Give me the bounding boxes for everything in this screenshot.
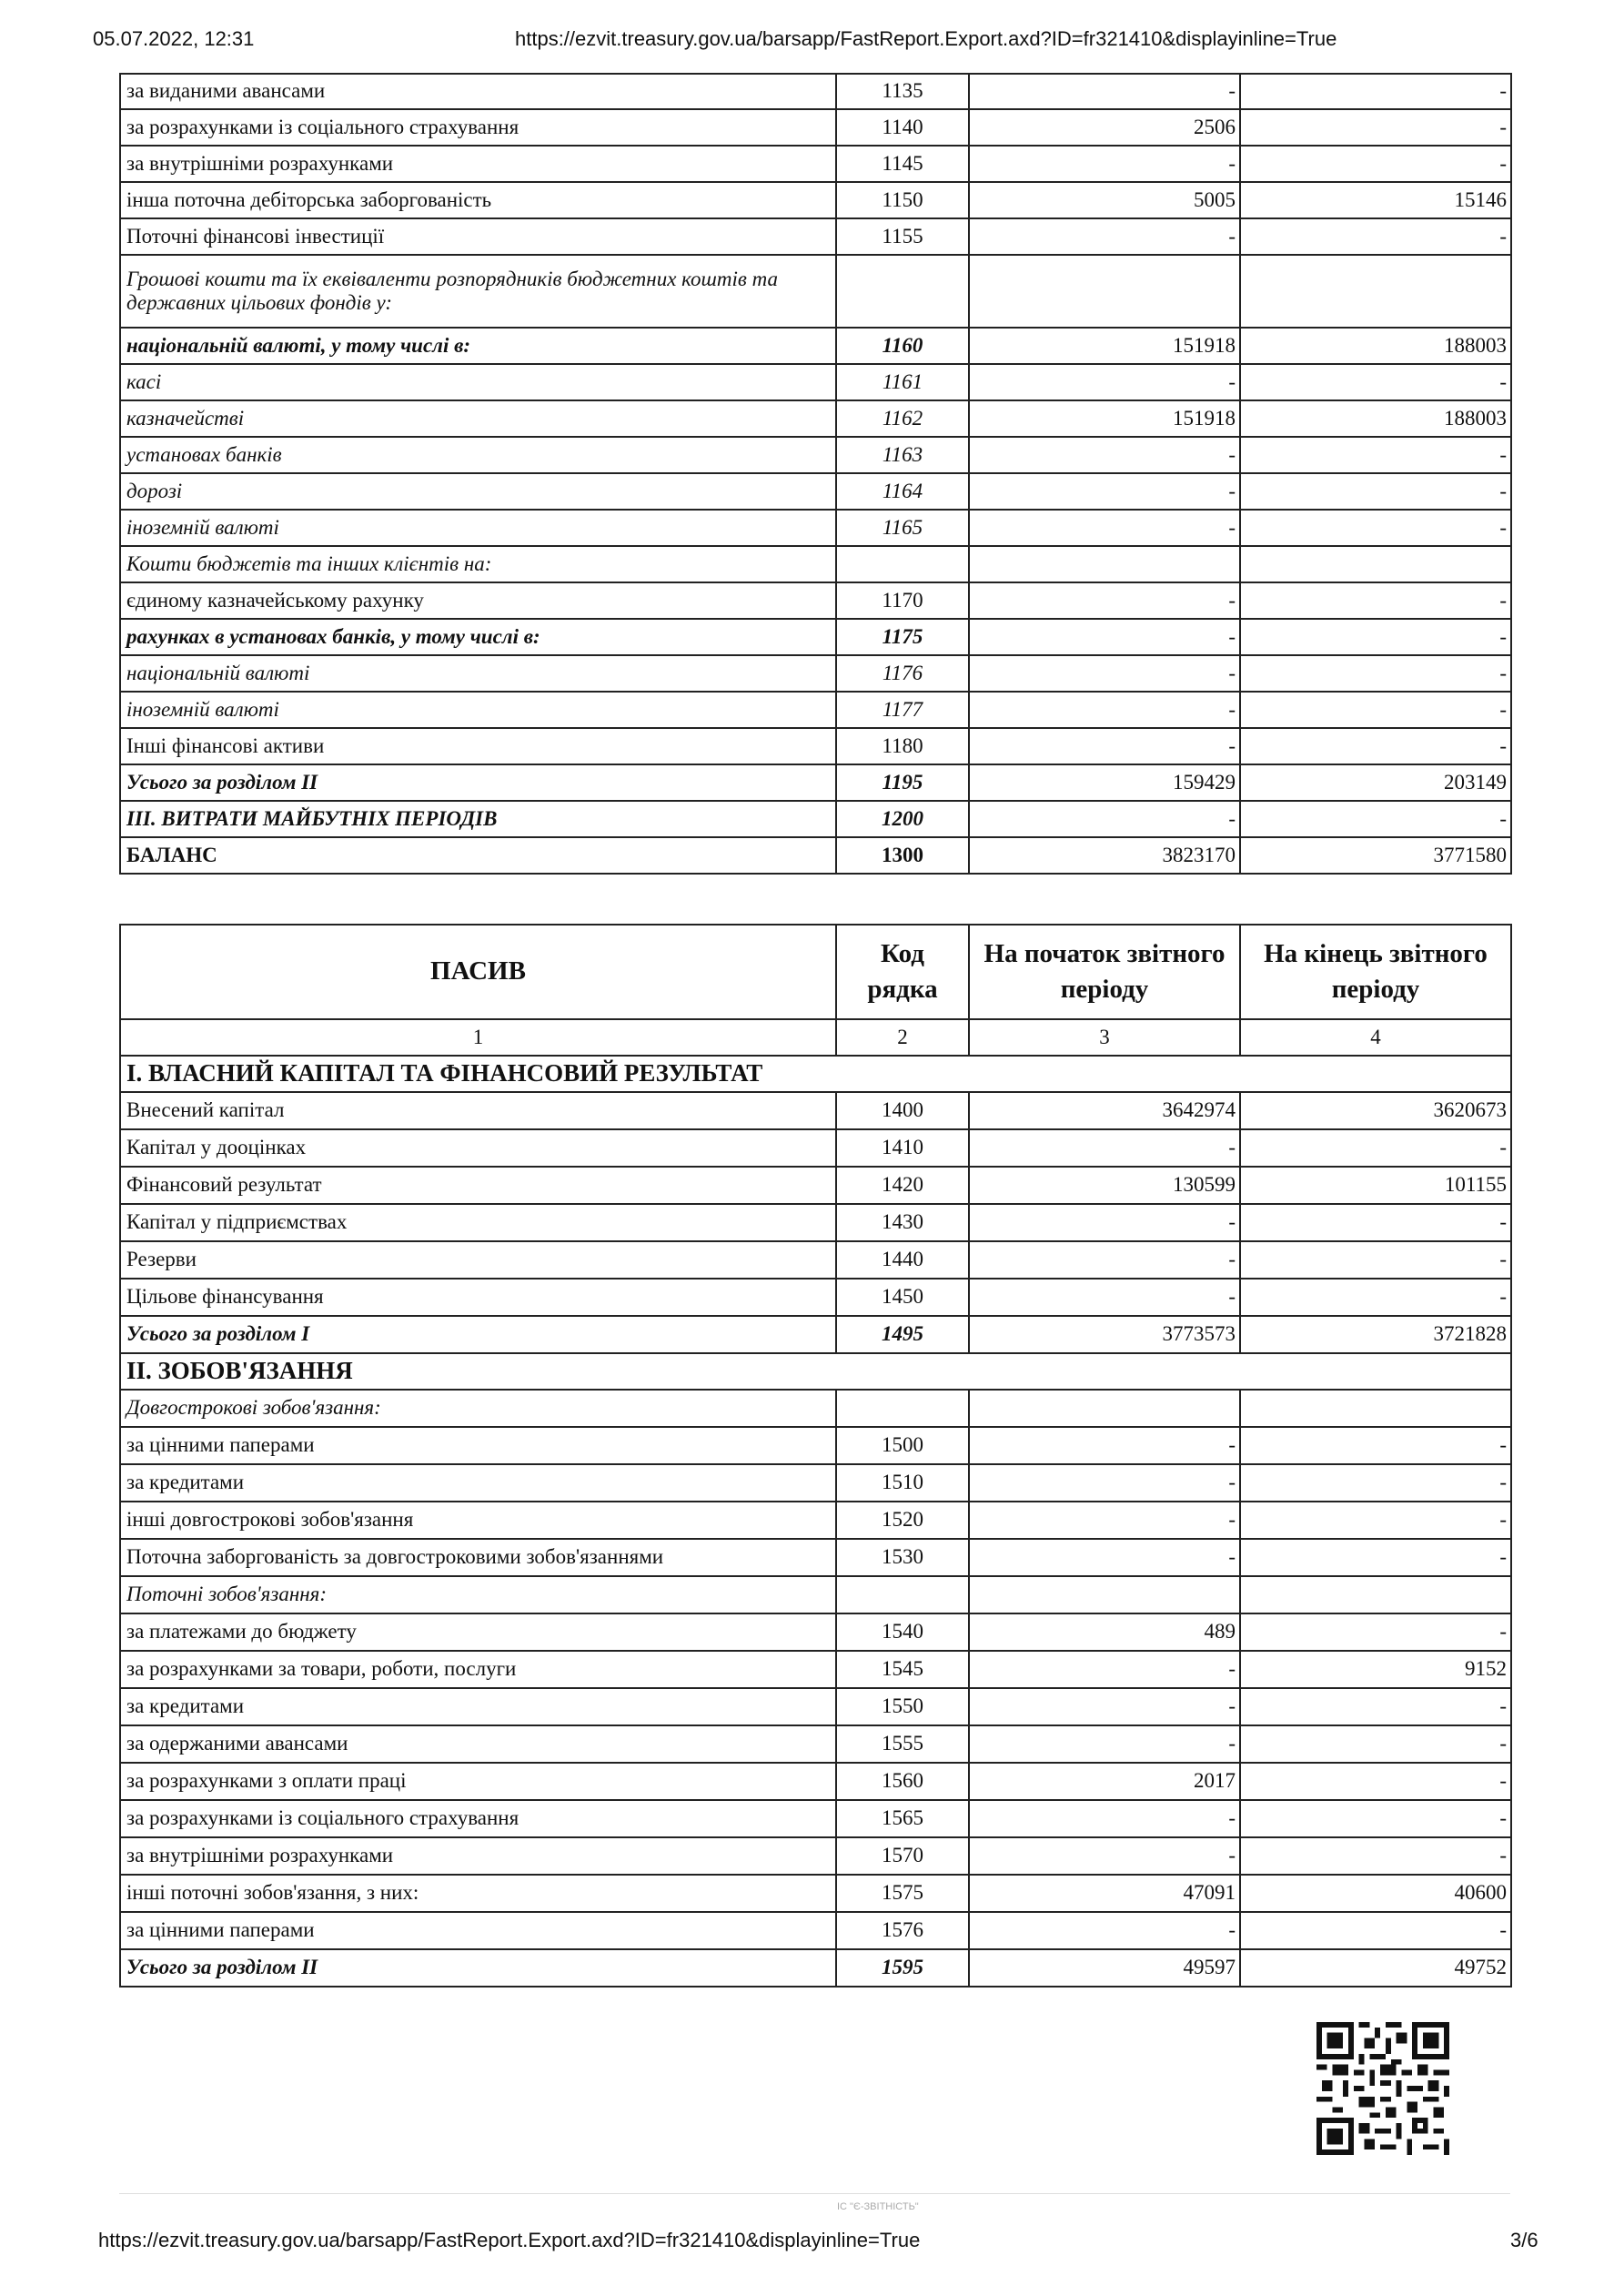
table-row xyxy=(120,655,1511,692)
row-begin-value: 151918 xyxy=(969,328,1240,364)
row-end-value: - xyxy=(1240,801,1511,837)
row-begin-value: 5005 xyxy=(969,182,1240,218)
row-begin-value: - xyxy=(969,510,1240,546)
row-begin-value: - xyxy=(969,1912,1240,1949)
table-row xyxy=(120,328,1511,364)
row-label: інші довгострокові зобов'язання xyxy=(120,1502,836,1539)
row-code: 1450 xyxy=(836,1279,969,1316)
qr-code-icon xyxy=(1316,2022,1449,2155)
row-begin-value: - xyxy=(969,1279,1240,1316)
row-begin-value: - xyxy=(969,1725,1240,1763)
row-label: Поточні фінансові інвестиції xyxy=(120,218,836,255)
row-end-value: - xyxy=(1240,1539,1511,1576)
row-code: 1161 xyxy=(836,364,969,400)
row-end-value: - xyxy=(1240,1912,1511,1949)
row-code: 1155 xyxy=(836,218,969,255)
row-begin-value: 2017 xyxy=(969,1763,1240,1800)
row-code: 1420 xyxy=(836,1167,969,1204)
table-row xyxy=(120,1279,1511,1316)
row-end-value: - xyxy=(1240,692,1511,728)
table-row xyxy=(120,1688,1511,1725)
row-label: за розрахунками із соціального страхування xyxy=(120,1800,836,1837)
row-end-value xyxy=(1240,1576,1511,1613)
row-label: Інші фінансові активи xyxy=(120,728,836,764)
row-code: 1195 xyxy=(836,764,969,801)
table-row xyxy=(120,1912,1511,1949)
row-end-value: 3771580 xyxy=(1240,837,1511,874)
row-code: 1140 xyxy=(836,109,969,146)
table-row xyxy=(120,619,1511,655)
row-begin-value: 489 xyxy=(969,1613,1240,1651)
row-begin-value: - xyxy=(969,364,1240,400)
row-label: Капітал у дооцінках xyxy=(120,1129,836,1167)
row-label: Поточні зобов'язання: xyxy=(120,1576,836,1613)
row-label: Усього за розділом II xyxy=(120,1949,836,1987)
row-begin-value: - xyxy=(969,692,1240,728)
section-title: II. ЗОБОВ'ЯЗАННЯ xyxy=(120,1353,1511,1390)
row-end-value: 188003 xyxy=(1240,400,1511,437)
row-code: 1160 xyxy=(836,328,969,364)
table-row xyxy=(120,109,1511,146)
table-row xyxy=(120,74,1511,109)
row-begin-value: - xyxy=(969,218,1240,255)
row-label: за цінними паперами xyxy=(120,1912,836,1949)
row-end-value xyxy=(1240,1390,1511,1427)
row-begin-value: 159429 xyxy=(969,764,1240,801)
row-code: 1495 xyxy=(836,1316,969,1353)
row-begin-value: - xyxy=(969,728,1240,764)
row-label: дорозі xyxy=(120,473,836,510)
row-end-value: - xyxy=(1240,146,1511,182)
row-code: 1545 xyxy=(836,1651,969,1688)
row-label: національній валюті, у тому числі в: xyxy=(120,328,836,364)
section-title: I. ВЛАСНИЙ КАПІТАЛ ТА ФІНАНСОВИЙ РЕЗУЛЬТАТ xyxy=(120,1056,1511,1092)
row-end-value: - xyxy=(1240,1204,1511,1241)
row-label: іноземній валюті xyxy=(120,692,836,728)
row-end-value: - xyxy=(1240,1427,1511,1464)
row-begin-value: - xyxy=(969,473,1240,510)
row-end-value: 203149 xyxy=(1240,764,1511,801)
row-code: 1410 xyxy=(836,1129,969,1167)
table-row xyxy=(120,437,1511,473)
row-code: 1177 xyxy=(836,692,969,728)
row-begin-value: - xyxy=(969,1800,1240,1837)
row-label: казначействі xyxy=(120,400,836,437)
row-begin-value: 47091 xyxy=(969,1875,1240,1912)
table-row xyxy=(120,801,1511,837)
table-row xyxy=(120,1129,1511,1167)
row-code: 1575 xyxy=(836,1875,969,1912)
row-code: 1163 xyxy=(836,437,969,473)
table-row xyxy=(120,218,1511,255)
row-code: 1520 xyxy=(836,1502,969,1539)
table-row xyxy=(120,510,1511,546)
row-label: Резерви xyxy=(120,1241,836,1279)
row-label: Кошти бюджетів та інших клієнтів на: xyxy=(120,546,836,582)
table-row xyxy=(120,1539,1511,1576)
row-label: установах банків xyxy=(120,437,836,473)
row-label: за внутрішніми розрахунками xyxy=(120,1837,836,1875)
row-label: рахунках в установах банків, у тому числі в: xyxy=(120,619,836,655)
table-row xyxy=(120,692,1511,728)
table-row xyxy=(120,764,1511,801)
table-row xyxy=(120,728,1511,764)
row-begin-value: 3823170 xyxy=(969,837,1240,874)
table-row xyxy=(120,473,1511,510)
row-begin-value: 151918 xyxy=(969,400,1240,437)
row-begin-value: - xyxy=(969,1427,1240,1464)
row-code: 1555 xyxy=(836,1725,969,1763)
header-passive: ПАСИВ xyxy=(120,925,836,1019)
row-label: за одержаними авансами xyxy=(120,1725,836,1763)
row-label: касі xyxy=(120,364,836,400)
column-numbers-row xyxy=(120,1019,1511,1056)
table-row xyxy=(120,1763,1511,1800)
header-begin: На початок звітного періоду xyxy=(969,925,1240,1019)
row-label: за кредитами xyxy=(120,1464,836,1502)
row-end-value: - xyxy=(1240,1464,1511,1502)
row-end-value: 49752 xyxy=(1240,1949,1511,1987)
liabilities-table xyxy=(119,924,1512,1988)
row-end-value: - xyxy=(1240,619,1511,655)
row-code: 1176 xyxy=(836,655,969,692)
row-label: інша поточна дебіторська заборгованість xyxy=(120,182,836,218)
table-row xyxy=(120,1316,1511,1353)
footer-url: https://ezvit.treasury.gov.ua/barsapp/FastReport.Export.axd?ID=fr321410&displayinline=True xyxy=(98,2229,921,2251)
row-label: Усього за розділом II xyxy=(120,764,836,801)
row-end-value: - xyxy=(1240,74,1511,109)
header-end: На кінець звітного періоду xyxy=(1240,925,1511,1019)
row-code xyxy=(836,255,969,328)
table-row xyxy=(120,146,1511,182)
row-begin-value: - xyxy=(969,1688,1240,1725)
row-end-value: - xyxy=(1240,1279,1511,1316)
row-end-value: 9152 xyxy=(1240,1651,1511,1688)
row-code: 1170 xyxy=(836,582,969,619)
row-end-value: - xyxy=(1240,218,1511,255)
table-row xyxy=(120,1725,1511,1763)
row-code: 1150 xyxy=(836,182,969,218)
row-code: 1135 xyxy=(836,74,969,109)
row-begin-value: - xyxy=(969,1204,1240,1241)
row-code: 1200 xyxy=(836,801,969,837)
row-begin-value: - xyxy=(969,801,1240,837)
row-begin-value: - xyxy=(969,1129,1240,1167)
row-end-value: - xyxy=(1240,364,1511,400)
row-end-value: 3620673 xyxy=(1240,1092,1511,1129)
table-row xyxy=(120,1427,1511,1464)
row-begin-value xyxy=(969,1576,1240,1613)
row-begin-value: - xyxy=(969,1464,1240,1502)
page-number: 3/6 xyxy=(1510,2229,1538,2251)
row-begin-value: - xyxy=(969,1539,1240,1576)
col-number-2: 2 xyxy=(836,1019,969,1056)
footer-divider xyxy=(119,2193,1510,2194)
row-label: єдиному казначейському рахунку xyxy=(120,582,836,619)
row-code: 1500 xyxy=(836,1427,969,1464)
row-code: 1430 xyxy=(836,1204,969,1241)
row-label: Капітал у підприємствах xyxy=(120,1204,836,1241)
row-code: 1550 xyxy=(836,1688,969,1725)
row-begin-value: - xyxy=(969,1241,1240,1279)
row-code xyxy=(836,1390,969,1427)
row-label: національній валюті xyxy=(120,655,836,692)
row-code: 1565 xyxy=(836,1800,969,1837)
header-code: Код рядка xyxy=(836,925,969,1019)
row-begin-value: 49597 xyxy=(969,1949,1240,1987)
row-begin-value: - xyxy=(969,437,1240,473)
row-end-value: 188003 xyxy=(1240,328,1511,364)
row-label: Поточна заборгованість за довгостроковими зобов'язаннями xyxy=(120,1539,836,1576)
row-begin-value: - xyxy=(969,1502,1240,1539)
row-code xyxy=(836,546,969,582)
row-label: за розрахунками за товари, роботи, послуги xyxy=(120,1651,836,1688)
table-row xyxy=(120,1800,1511,1837)
table-row xyxy=(120,364,1511,400)
row-end-value xyxy=(1240,255,1511,328)
row-begin-value: - xyxy=(969,1837,1240,1875)
col-number-3: 3 xyxy=(969,1019,1240,1056)
row-label: Усього за розділом I xyxy=(120,1316,836,1353)
row-code: 1595 xyxy=(836,1949,969,1987)
row-end-value: - xyxy=(1240,1613,1511,1651)
row-code: 1530 xyxy=(836,1539,969,1576)
section-row xyxy=(120,1353,1511,1390)
table-row xyxy=(120,1875,1511,1912)
row-begin-value xyxy=(969,255,1240,328)
footer-stamp: ІС "Є-ЗВІТНІСТЬ" xyxy=(837,2201,919,2212)
row-label: за кредитами xyxy=(120,1688,836,1725)
row-code: 1576 xyxy=(836,1912,969,1949)
print-url: https://ezvit.treasury.gov.ua/barsapp/FastReport.Export.axd?ID=fr321410&displayinline=True xyxy=(515,27,1337,50)
row-end-value: 3721828 xyxy=(1240,1316,1511,1353)
table-row xyxy=(120,255,1511,328)
row-begin-value: 2506 xyxy=(969,109,1240,146)
row-code: 1570 xyxy=(836,1837,969,1875)
row-begin-value: - xyxy=(969,619,1240,655)
row-label: III. ВИТРАТИ МАЙБУТНІХ ПЕРІОДІВ xyxy=(120,801,836,837)
row-code: 1162 xyxy=(836,400,969,437)
row-end-value: 40600 xyxy=(1240,1875,1511,1912)
table-row xyxy=(120,1651,1511,1688)
row-end-value: - xyxy=(1240,510,1511,546)
row-begin-value xyxy=(969,1390,1240,1427)
table-row xyxy=(120,837,1511,874)
row-code: 1510 xyxy=(836,1464,969,1502)
row-code xyxy=(836,1576,969,1613)
row-label: БАЛАНС xyxy=(120,837,836,874)
row-end-value: 101155 xyxy=(1240,1167,1511,1204)
row-begin-value: 3642974 xyxy=(969,1092,1240,1129)
row-label: за розрахунками із соціального страхування xyxy=(120,109,836,146)
table-row xyxy=(120,1092,1511,1129)
row-begin-value: - xyxy=(969,74,1240,109)
row-end-value: - xyxy=(1240,109,1511,146)
table-row xyxy=(120,1949,1511,1987)
assets-table xyxy=(119,73,1512,875)
row-label: Цільове фінансування xyxy=(120,1279,836,1316)
row-end-value: - xyxy=(1240,473,1511,510)
row-label: іноземній валюті xyxy=(120,510,836,546)
row-begin-value: - xyxy=(969,582,1240,619)
row-code: 1165 xyxy=(836,510,969,546)
table-row xyxy=(120,182,1511,218)
row-begin-value: - xyxy=(969,146,1240,182)
col-number-4: 4 xyxy=(1240,1019,1511,1056)
row-begin-value: 130599 xyxy=(969,1167,1240,1204)
row-label: Внесений капітал xyxy=(120,1092,836,1129)
table-row xyxy=(120,1167,1511,1204)
table-row xyxy=(120,1837,1511,1875)
section-row xyxy=(120,1056,1511,1092)
row-end-value: - xyxy=(1240,1688,1511,1725)
table-row xyxy=(120,1502,1511,1539)
table-row xyxy=(120,1390,1511,1427)
table-row xyxy=(120,1576,1511,1613)
row-code: 1540 xyxy=(836,1613,969,1651)
row-label: за цінними паперами xyxy=(120,1427,836,1464)
row-label: за розрахунками з оплати праці xyxy=(120,1763,836,1800)
table-row xyxy=(120,546,1511,582)
table-row xyxy=(120,1241,1511,1279)
row-begin-value: 3773573 xyxy=(969,1316,1240,1353)
row-end-value: - xyxy=(1240,1800,1511,1837)
row-code: 1145 xyxy=(836,146,969,182)
row-end-value: - xyxy=(1240,1725,1511,1763)
row-label: Фінансовий результат xyxy=(120,1167,836,1204)
row-end-value: - xyxy=(1240,1763,1511,1800)
row-begin-value: - xyxy=(969,1651,1240,1688)
row-end-value: - xyxy=(1240,1129,1511,1167)
row-label: за виданими авансами xyxy=(120,74,836,109)
row-end-value: - xyxy=(1240,1241,1511,1279)
table-row xyxy=(120,1204,1511,1241)
row-end-value: - xyxy=(1240,1837,1511,1875)
table-row xyxy=(120,1613,1511,1651)
row-end-value: - xyxy=(1240,1502,1511,1539)
row-code: 1164 xyxy=(836,473,969,510)
table-row xyxy=(120,400,1511,437)
row-code: 1180 xyxy=(836,728,969,764)
row-label: Грошові кошти та їх еквіваленти розпорядників бюджетних коштів та державних цільових фондів у: xyxy=(120,255,836,328)
row-end-value: - xyxy=(1240,728,1511,764)
row-label: Довгострокові зобов'язання: xyxy=(120,1390,836,1427)
table-row xyxy=(120,582,1511,619)
row-code: 1560 xyxy=(836,1763,969,1800)
row-code: 1400 xyxy=(836,1092,969,1129)
row-begin-value xyxy=(969,546,1240,582)
row-end-value: - xyxy=(1240,582,1511,619)
liabilities-header-row xyxy=(120,925,1511,1019)
row-label: за внутрішніми розрахунками xyxy=(120,146,836,182)
print-datetime: 05.07.2022, 12:31 xyxy=(93,27,255,50)
row-end-value: - xyxy=(1240,437,1511,473)
row-end-value xyxy=(1240,546,1511,582)
table-row xyxy=(120,1464,1511,1502)
row-end-value: 15146 xyxy=(1240,182,1511,218)
row-label: інші поточні зобов'язання, з них: xyxy=(120,1875,836,1912)
row-label: за платежами до бюджету xyxy=(120,1613,836,1651)
row-code: 1300 xyxy=(836,837,969,874)
row-end-value: - xyxy=(1240,655,1511,692)
row-begin-value: - xyxy=(969,655,1240,692)
row-code: 1440 xyxy=(836,1241,969,1279)
row-code: 1175 xyxy=(836,619,969,655)
col-number-1: 1 xyxy=(120,1019,836,1056)
